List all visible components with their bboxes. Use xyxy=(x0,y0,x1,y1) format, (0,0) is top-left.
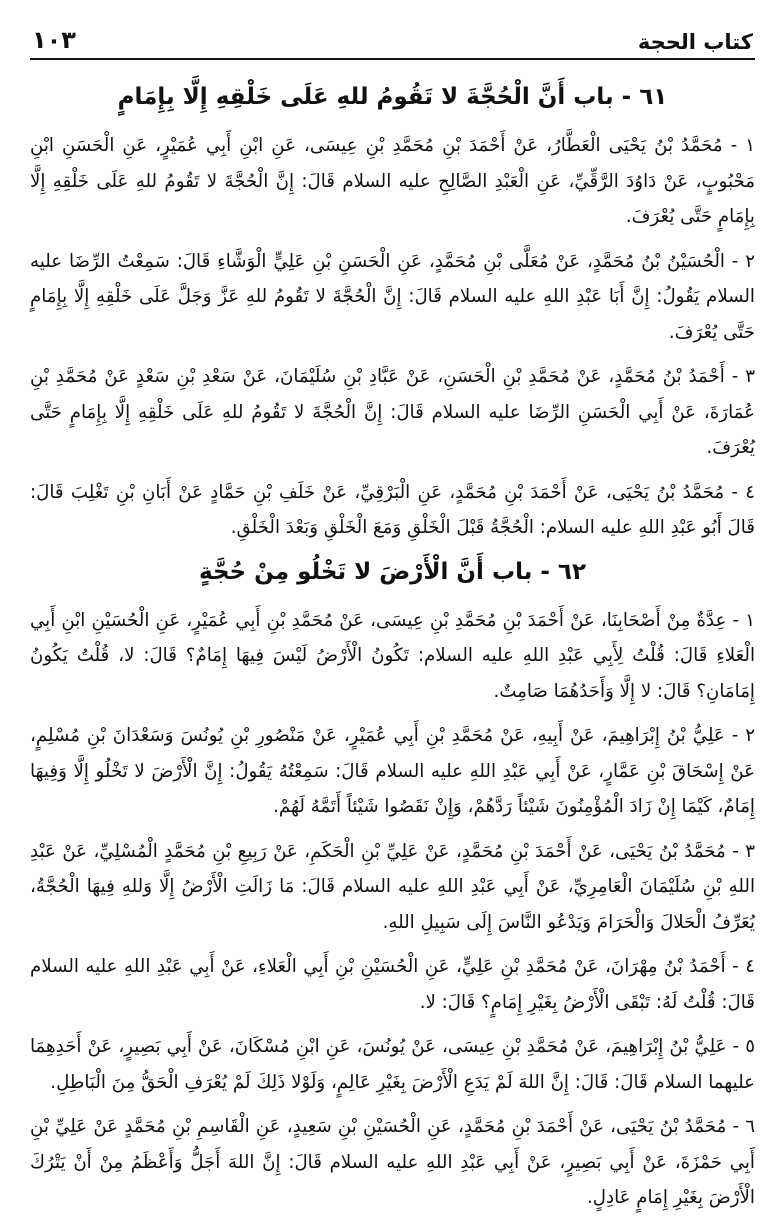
hadith-paragraph: ٢ - الْحُسَيْنُ بْنُ مُحَمَّدٍ، عَنْ مُعَلَّى بْنِ مُحَمَّدٍ، عَنِ الْحَسَنِ بْنِ عَلِيٍّ الْوَشَّاءِ قَالَ: سَمِعْتُ الرِّضَا عليه السلام يَقُولُ: إِنَّ أَبَا عَبْدِ اللهِ عليه السلام قَالَ: إِنَّ الْحُجَّةَ لا تَقُومُ للهِ عَزَّ وَجَلَّ عَلَى خَلْقِهِ إِلَّا بِإِمَامٍ حَتَّى يُعْرَفَ. xyxy=(30,250,755,343)
hadith-paragraph: ٥ - عَلِيُّ بْنُ إِبْرَاهِيمَ، عَنْ مُحَمَّدِ بْنِ عِيسَى، عَنْ يُونُسَ، عَنِ ابْنِ مُسْكَانَ، عَنْ أَبِي بَصِيرٍ، عَنْ أَحَدِهِمَا عليهما السلام قَالَ: قَالَ: إِنَّ اللهَ لَمْ يَدَعِ الْأَرْضَ بِغَيْرِ عَالِمٍ، وَلَوْلا ذَلِكَ لَمْ يُعْرَفِ الْحَقُّ مِنَ الْبَاطِلِ. xyxy=(30,1036,755,1093)
page-header xyxy=(30,18,755,60)
hadith-paragraph: ٤ - مُحَمَّدُ بْنُ يَحْيَى، عَنْ أَحْمَدَ بْنِ مُحَمَّدٍ، عَنِ الْبَرْقِيِّ، عَنْ خَلَفِ بْنِ حَمَّادٍ عَنْ أَبَانِ بْنِ تَغْلِبَ قَالَ: قَالَ أَبُو عَبْدِ اللهِ عليه السلام: الْحُجَّةُ قَبْلَ الْخَلْقِ وَمَعَ الْخَلْقِ وَبَعْدَ الْخَلْقِ. xyxy=(30,481,755,538)
hadith-paragraph: ٦ - مُحَمَّدُ بْنُ يَحْيَى، عَنْ أَحْمَدَ بْنِ مُحَمَّدٍ، عَنِ الْحُسَيْنِ بْنِ سَعِيدٍ، عَنِ الْقَاسِمِ بْنِ مُحَمَّدٍ عَنْ عَلِيِّ بْنِ أَبِي حَمْزَةَ، عَنْ أَبِي بَصِيرٍ، عَنْ أَبِي عَبْدِ اللهِ عليه السلام قَالَ: إِنَّ اللهَ أَجَلُّ وَأَعْظَمُ مِنْ أَنْ يَتْرُكَ الْأَرْضَ بِغَيْرِ إِمَامٍ عَادِلٍ. xyxy=(30,1116,755,1208)
hadith-paragraph: ١ - مُحَمَّدُ بْنُ يَحْيَى الْعَطَّارُ، عَنْ أَحْمَدَ بْنِ مُحَمَّدِ بْنِ عِيسَى، عَنِ ابْنِ أَبِي عُمَيْرٍ، عَنِ الْحَسَنِ ابْنِ مَحْبُوبٍ، عَنْ دَاوُدَ الرَّقِّيِّ، عَنِ الْعَبْدِ الصَّالِحِ عليه السلام قَالَ: إِنَّ الْحُجَّةَ لا تَقُومُ للهِ عَلَى خَلْقِهِ إِلَّا بِإِمَامٍ حَتَّى يُعْرَفَ. xyxy=(30,135,755,227)
book-title: كتاب الحجة xyxy=(637,30,753,54)
chapter-title: ٦٢ - باب أَنَّ الْأَرْضَ لا تَخْلُو مِنْ حُجَّةٍ xyxy=(199,558,586,585)
page-number: ١٠٣ xyxy=(32,26,76,54)
hadith-paragraph: ٤ - أَحْمَدُ بْنُ مِهْرَانَ، عَنْ مُحَمَّدِ بْنِ عَلِيٍّ، عَنِ الْحُسَيْنِ بْنِ أَبِي الْعَلاءِ، عَنْ أَبِي عَبْدِ اللهِ عليه السلام قَالَ: قُلْتُ لَهُ: تَبْقَى الْأَرْضُ بِغَيْرِ إِمَامٍ؟ قَالَ: لا. xyxy=(30,956,755,1013)
hadith-paragraph: ٢ - عَلِيُّ بْنُ إِبْرَاهِيمَ، عَنْ أَبِيهِ، عَنْ مُحَمَّدِ بْنِ أَبِي عُمَيْرٍ، عَنْ مَنْصُورِ بْنِ يُونُسَ وَسَعْدَانَ بْنِ مُسْلِمٍ، عَنْ إِسْحَاقَ بْنِ عَمَّارٍ، عَنْ أَبِي عَبْدِ اللهِ عليه السلام قَالَ: سَمِعْتُهُ يَقُولُ: إِنَّ الْأَرْضَ لا تَخْلُو إِلَّا وَفِيهَا إِمَامٌ، كَيْمَا إِنْ زَادَ الْمُؤْمِنُونَ شَيْئاً رَدَّهُمْ، وَإِنْ نَقَصُوا شَيْئاً أَتَمَّهُ لَهُمْ. xyxy=(30,725,755,817)
hadith-paragraph: ١ - عِدَّةٌ مِنْ أَصْحَابِنَا، عَنْ أَحْمَدَ بْنِ مُحَمَّدِ بْنِ عِيسَى، عَنْ مُحَمَّدِ بْنِ أَبِي عُمَيْرٍ، عَنِ الْحُسَيْنِ ابْنِ أَبِي الْعَلاءِ قَالَ: قُلْتُ لِأَبِي عَبْدِ اللهِ عليه السلام: تَكُونُ الْأَرْضُ لَيْسَ فِيهَا إِمَامٌ؟ قَالَ: لا، قُلْتُ يَكُونُ إِمَامَانِ؟ قَالَ: لا إِلَّا وَأَحَدُهُمَا صَامِتٌ. xyxy=(30,609,755,702)
hadith-paragraph: ٣ - أَحْمَدُ بْنُ مُحَمَّدٍ، عَنْ مُحَمَّدِ بْنِ الْحَسَنِ، عَنْ عَبَّادِ بْنِ سُلَيْمَانَ، عَنْ سَعْدِ بْنِ سَعْدٍ عَنْ مُحَمَّدِ بْنِ عُمَارَةَ، عَنْ أَبِي الْحَسَنِ الرِّضَا عليه السلام قَالَ: إِنَّ الْحُجَّةَ لا تَقُومُ للهِ عَلَى خَلْقِهِ إِلَّا بِإِمَامٍ حَتَّى يُعْرَفَ. xyxy=(30,366,755,458)
chapter-title: ٦١ - باب أَنَّ الْحُجَّةَ لا تَقُومُ للهِ عَلَى خَلْقِهِ إِلَّا بِإِمَامٍ xyxy=(117,84,668,110)
hadith-paragraph: ٣ - مُحَمَّدُ بْنُ يَحْيَى، عَنْ أَحْمَدَ بْنِ مُحَمَّدٍ، عَنْ عَلِيِّ بْنِ الْحَكَمِ، عَنْ رَبِيعِ بْنِ مُحَمَّدٍ الْمُسْلِيِّ، عَنْ عَبْدِ اللهِ بْنِ سُلَيْمَانَ الْعَامِرِيِّ، عَنْ أَبِي عَبْدِ اللهِ عليه السلام قَالَ: مَا زَالَتِ الْأَرْضُ إِلَّا وَللهِ فِيهَا الْحُجَّةُ، يُعَرِّفُ الْحَلالَ وَالْحَرَامَ وَيَدْعُو النَّاسَ إِلَى سَبِيلِ اللهِ. xyxy=(30,840,755,933)
book-page xyxy=(30,18,755,1225)
